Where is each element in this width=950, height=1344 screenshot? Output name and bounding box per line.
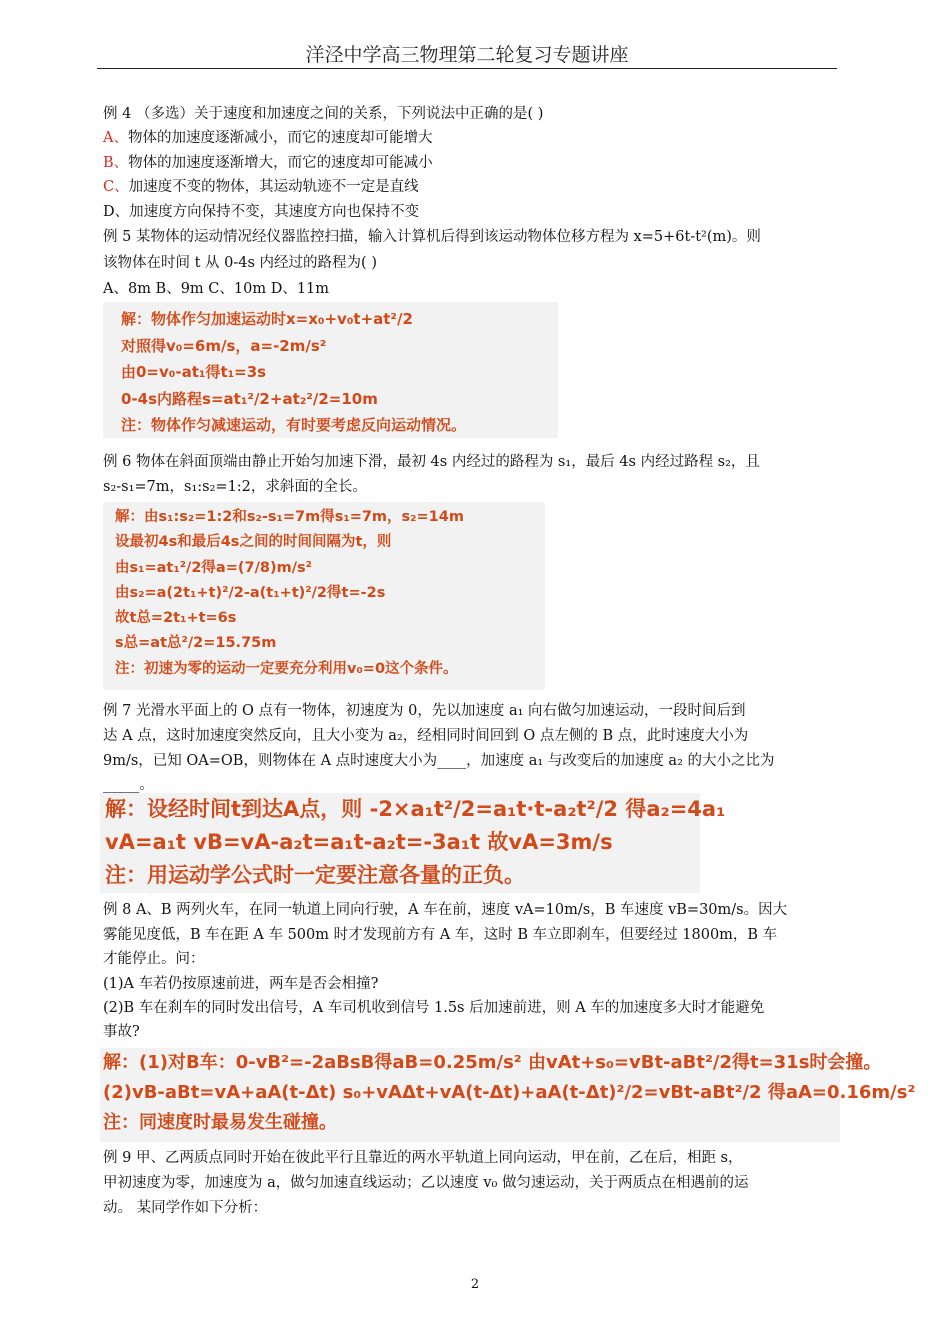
ex6-solution-box (103, 502, 545, 690)
solution-line: 解：由s₁:s₂=1:2和s₂-s₁=7m得s₁=7m，s₂=14m (115, 509, 464, 525)
ex7-line-2: 达 A 点，这时加速度突然反向，且大小变为 a₂，经相同时间回到 O 点左侧的 B 点，此时速度大小为 (103, 728, 749, 744)
solution-line: 由s₂=a(2t₁+t)²/2-a(t₁+t)²/2得t=-2s (115, 584, 386, 601)
solution-line: 注：用运动学公式时一定要注意各量的正负。 (105, 863, 525, 887)
ex6-line-2: s₂-s₁=7m，s₁:s₂=1:2，求斜面的全长。 (103, 479, 367, 495)
option-letter: C、 (103, 179, 129, 195)
ex9-line-3: 动。 某同学作如下分析： (103, 1200, 268, 1216)
ex4-option-d (103, 202, 419, 222)
solution-line: 注：物体作匀减速运动，有时要考虑反向运动情况。 (121, 416, 467, 434)
ex7-solution-box (100, 793, 726, 893)
option-text: 加速度不变的物体，其运动轨迹不一定是直线 (128, 179, 419, 195)
ex5-line-1: 例 5 某物体的运动情况经仪器监控扫描，输入计算机后得到该运动物体位移方程为 x=5+6t-t²(m)。则 (103, 229, 761, 245)
ex8-line-6: 事故? (103, 1024, 140, 1040)
ex6-line-1: 例 6 物体在斜面顶端由静止开始匀加速下滑，最初 4s 内经过的路程为 s₁，最后 4s 内经过路程 s₂，且 (103, 454, 760, 470)
option-text: 物体的加速度逐渐增大，而它的速度却可能减小 (128, 155, 433, 171)
ex8-line-3: 才能停止。问： (103, 951, 205, 967)
page-number: 2 (470, 1277, 480, 1292)
ex4-option-a (103, 128, 432, 148)
option-text: 物体的加速度逐渐减小，而它的速度却可能增大 (127, 130, 433, 146)
ex8-line-4: (1)A 车若仍按原速前进，两车是否会相撞? (103, 976, 379, 992)
solution-line: 对照得v₀=6m/s，a=-2m/s² (121, 336, 327, 355)
ex5-solution-box (103, 302, 558, 438)
solution-line: 解：设经时间t到达A点，则 -2×a₁t²/2=a₁t·t-a₂t²/2 得a₂=4a₁ (105, 797, 726, 821)
option-letter: B、 (103, 155, 129, 171)
ex8-line-1: 例 8 A、B 两列火车，在同一轨道上同向行驶，A 车在前，速度 vA=10m/s，B 车速度 vB=30m/s。因大 (103, 902, 788, 918)
solution-line: 由0=v₀-at₁得t₁=3s (121, 363, 267, 381)
ex7-line-1: 例 7 光滑水平面上的 O 点有一物体，初速度为 0，先以加速度 a₁ 向右做匀加速运动，一段时间后到 (103, 703, 746, 719)
ex8-solution-box (100, 1048, 916, 1142)
option-letter: D、 (103, 204, 130, 220)
option-letter: A、 (103, 130, 128, 146)
solution-line: 注：初速为零的运动一定要充分利用v₀=0这个条件。 (115, 660, 458, 677)
solution-line: 由s₁=at₁²/2得a=(7/8)m/s² (115, 559, 312, 576)
ex7-line-3: 9m/s，已知 OA=OB，则物体在 A 点时速度大小为____，加速度 a₁ 与改变后的加速度 a₂ 的大小之比为 (103, 753, 775, 769)
ex4-option-b (103, 153, 433, 173)
solution-line: 0-4s内路程s=at₁²/2+at₂²/2=10m (121, 389, 378, 408)
ex5-options: A、8m B、9m C、10m D、11m (103, 281, 330, 297)
ex4-option-c (103, 177, 419, 197)
page-header: 洋泾中学高三物理第二轮复习专题讲座 (97, 40, 837, 69)
solution-line: 注：同速度时最易发生碰撞。 (103, 1112, 337, 1133)
solution-line: s总=at总²/2=15.75m (115, 635, 277, 652)
solution-line: 设最初4s和最后4s之间的时间间隔为t，则 (115, 534, 392, 551)
ex9-line-2: 甲初速度为零，加速度为 a，做匀加速直线运动；乙以速度 v₀ 做匀速运动，关于两质点在相遇前的运 (103, 1175, 749, 1191)
ex5-line-2: 该物体在时间 t 从 0-4s 内经过的路程为( ) (103, 255, 377, 271)
solution-line: 解：(1)对B车：0-vB²=-2aBsB得aB=0.25m/s² 由vAt+s₀=vBt-aBt²/2得t=31s时会撞。 (103, 1052, 882, 1073)
ex8-line-5: (2)B 车在刹车的同时发出信号，A 车司机收到信号 1.5s 后加速前进，则 A 车的加速度多大时才能避免 (103, 1000, 765, 1016)
ex9-line-1: 例 9 甲、乙两质点同时开始在彼此平行且靠近的两水平轨道上同向运动，甲在前，乙在后，相距 s， (103, 1150, 743, 1166)
option-text: 加速度方向保持不变，其速度方向也保持不变 (129, 204, 420, 220)
ex4-stem: 例 4 （多选）关于速度和加速度之间的关系，下列说法中正确的是( ) (103, 106, 544, 122)
ex7-line-4: _____。 (103, 777, 154, 793)
solution-line: (2)vB-aBt=vA+aA(t-Δt) s₀+vAΔt+vA(t-Δt)+aA(t-Δt)²/2=vBt-aBt²/2 得aA=0.16m/s² (103, 1082, 916, 1103)
ex8-line-2: 雾能见度低，B 车在距 A 车 500m 时才发现前方有 A 车，这时 B 车立即刹车，但要经过 1800m，B 车 (103, 927, 778, 943)
solution-line: 解：物体作匀加速运动时x=x₀+v₀t+at²/2 (121, 310, 413, 328)
solution-line: vA=a₁t vB=vA-a₂t=a₁t-a₂t=-3a₁t 故vA=3m/s (105, 830, 613, 854)
solution-line: 故t总=2t₁+t=6s (115, 610, 237, 627)
